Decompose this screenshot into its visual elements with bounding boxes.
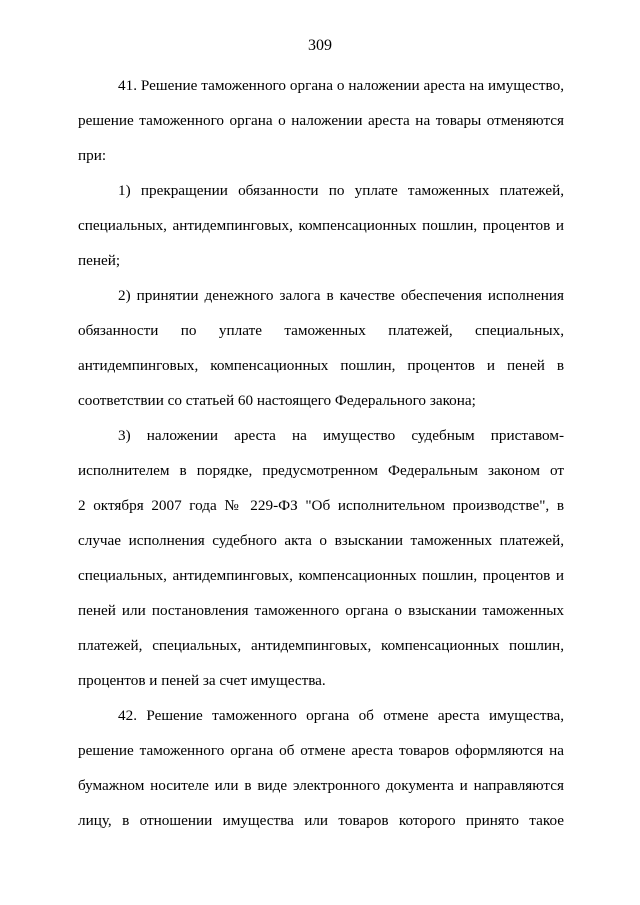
- text-line: бумажном носителе или в виде электронного документа и направляются: [78, 777, 564, 794]
- text-line: обязанности по уплате таможенных платежей, специальных,: [78, 322, 564, 339]
- text-line: 2 октября 2007 года № 229-ФЗ "Об исполнительном производстве", в: [78, 497, 564, 514]
- text-line: платежей, специальных, антидемпинговых, компенсационных пошлин,: [78, 637, 564, 654]
- text-line: решение таможенного органа о наложении ареста на товары отменяются: [78, 112, 564, 129]
- text-line: 3) наложении ареста на имущество судебным приставом-: [118, 427, 564, 444]
- text-line: пеней;: [78, 252, 121, 269]
- text-line: антидемпинговых, компенсационных пошлин, процентов и пеней в: [78, 357, 564, 374]
- text-line: 42. Решение таможенного органа об отмене ареста имущества,: [118, 707, 564, 724]
- text-line: при:: [78, 147, 107, 164]
- text-line: специальных, антидемпинговых, компенсационных пошлин, процентов и: [78, 217, 564, 234]
- text-line: исполнителем в порядке, предусмотренном Федеральным законом от: [78, 462, 564, 479]
- text-line: лицу, в отношении имущества или товаров которого принято такое: [78, 812, 564, 829]
- text-line: 1) прекращении обязанности по уплате таможенных платежей,: [118, 182, 564, 199]
- page-number: 309: [308, 37, 332, 54]
- text-line: решение таможенного органа об отмене ареста товаров оформляются на: [78, 742, 564, 759]
- text-line: специальных, антидемпинговых, компенсационных пошлин, процентов и: [78, 567, 564, 584]
- text-line: случае исполнения судебного акта о взыскании таможенных платежей,: [78, 532, 564, 549]
- text-line: пеней или постановления таможенного органа о взыскании таможенных: [78, 602, 564, 619]
- text-line: соответствии со статьей 60 настоящего Федерального закона;: [78, 392, 476, 409]
- text-line: 41. Решение таможенного органа о наложении ареста на имущество,: [118, 77, 564, 94]
- text-line: 2) принятии денежного залога в качестве обеспечения исполнения: [118, 287, 564, 304]
- text-line: процентов и пеней за счет имущества.: [78, 672, 326, 689]
